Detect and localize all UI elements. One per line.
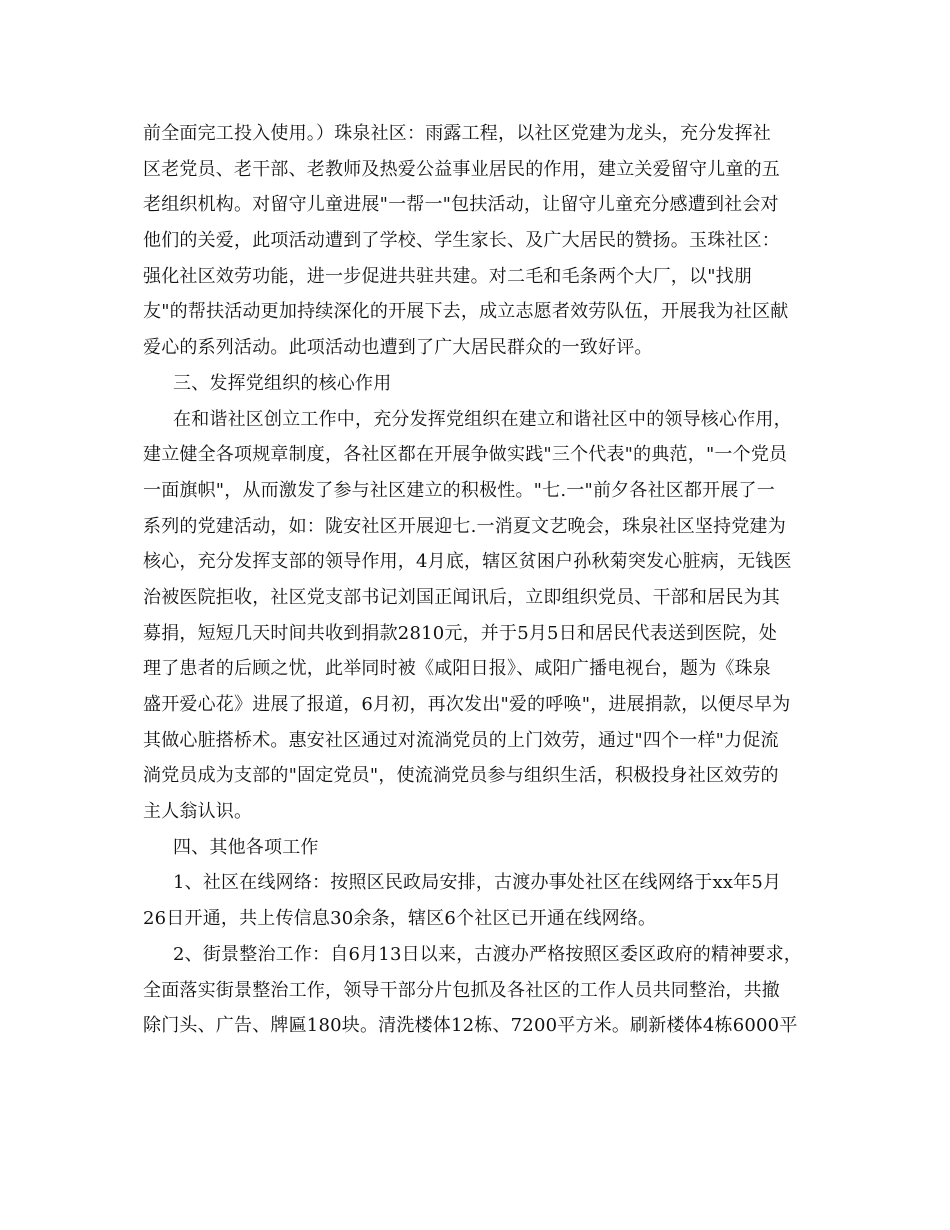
text-line: 淌党员成为支部的"固定党员"，使流淌党员参与组织生活，积极投身社区效劳的 — [143, 765, 779, 787]
section-heading: 三、发挥党组织的核心作用 — [173, 372, 392, 394]
text-line: 在和谐社区创立工作中，充分发挥党组织在建立和谐社区中的领导核心作用， — [173, 408, 792, 430]
text-line: 治被医院拒收，社区党支部书记刘国正闻讯后，立即组织党员、干部和居民为其 — [143, 586, 780, 608]
text-line: 除门头、广告、牌匾180块。清洗楼体12栋、7200平方米。刷新楼体4栋6000平 — [143, 1015, 798, 1037]
text-line: 友"的帮扶活动更加持续深化的开展下去，成立志愿者效劳队伍，开展我为社区献 — [143, 301, 789, 323]
section-heading: 四、其他各项工作 — [173, 836, 319, 858]
text-line: 他们的关爱，此项活动遭到了学校、学生家长、及广大居民的赞扬。玉珠社区： — [143, 230, 780, 252]
text-line: 2、街景整治工作：自6月13日以来，古渡办严格按照区委区政府的精神要求， — [173, 943, 803, 965]
text-line: 强化社区效劳功能，进一步促进共驻共建。对二毛和毛条两个大厂，以"找朋 — [143, 265, 753, 287]
text-line: 主人翁认识。 — [143, 801, 253, 823]
text-line: 爱心的系列活动。此项活动也遭到了广大居民群众的一致好评。 — [143, 337, 653, 359]
document-body — [143, 116, 823, 1044]
text-line: 区老党员、老干部、老教师及热爱公益事业居民的作用，建立关爱留守儿童的五 — [143, 158, 780, 180]
text-line: 建立健全各项规章制度，各社区都在开展争做实践"三个代表"的典范，"一个党员 — [143, 444, 788, 466]
text-line: 1、社区在线网络：按照区民政局安排，古渡办事处社区在线网络于xx年5月 — [173, 872, 782, 894]
text-line: 理了患者的后顾之忧，此举同时被《咸阳日报》、咸阳广播电视台，题为《珠泉 — [143, 658, 771, 680]
text-line: 核心，充分发挥支部的领导作用，4月底，辖区贫困户孙秋菊突发心脏病，无钱医 — [143, 551, 792, 573]
text-line: 其做心脏搭桥术。惠安社区通过对流淌党员的上门效劳，通过"四个一样"力促流 — [143, 729, 779, 751]
text-line: 一面旗帜"，从而激发了参与社区建立的积极性。"七.一"前夕各社区都开展了一 — [143, 479, 775, 501]
text-line: 系列的党建活动，如：陇安社区开展迎七.一消夏文艺晚会，珠泉社区坚持党建为 — [143, 515, 786, 537]
text-line: 26日开通，共上传信息30余条，辖区6个社区已开通在线网络。 — [143, 908, 657, 930]
text-line: 前全面完工投入使用。）珠泉社区：雨露工程，以社区党建为龙头，充分发挥社 — [143, 123, 771, 144]
text-line: 老组织机构。对留守儿童进展"一帮一"包扶活动，让留守儿童充分感遭到社会对 — [143, 194, 779, 216]
text-line: 全面落实街景整治工作，领导干部分片包抓及各社区的工作人员共同整治，共撤 — [143, 979, 780, 1001]
text-line: 盛开爱心花》进展了报道，6月初，再次发出"爱的呼唤"，进展捐款，以便尽早为 — [143, 694, 791, 715]
text-line: 募捐，短短几天时间共收到捐款2810元，并于5月5日和居民代表送到医院，处 — [143, 622, 778, 644]
